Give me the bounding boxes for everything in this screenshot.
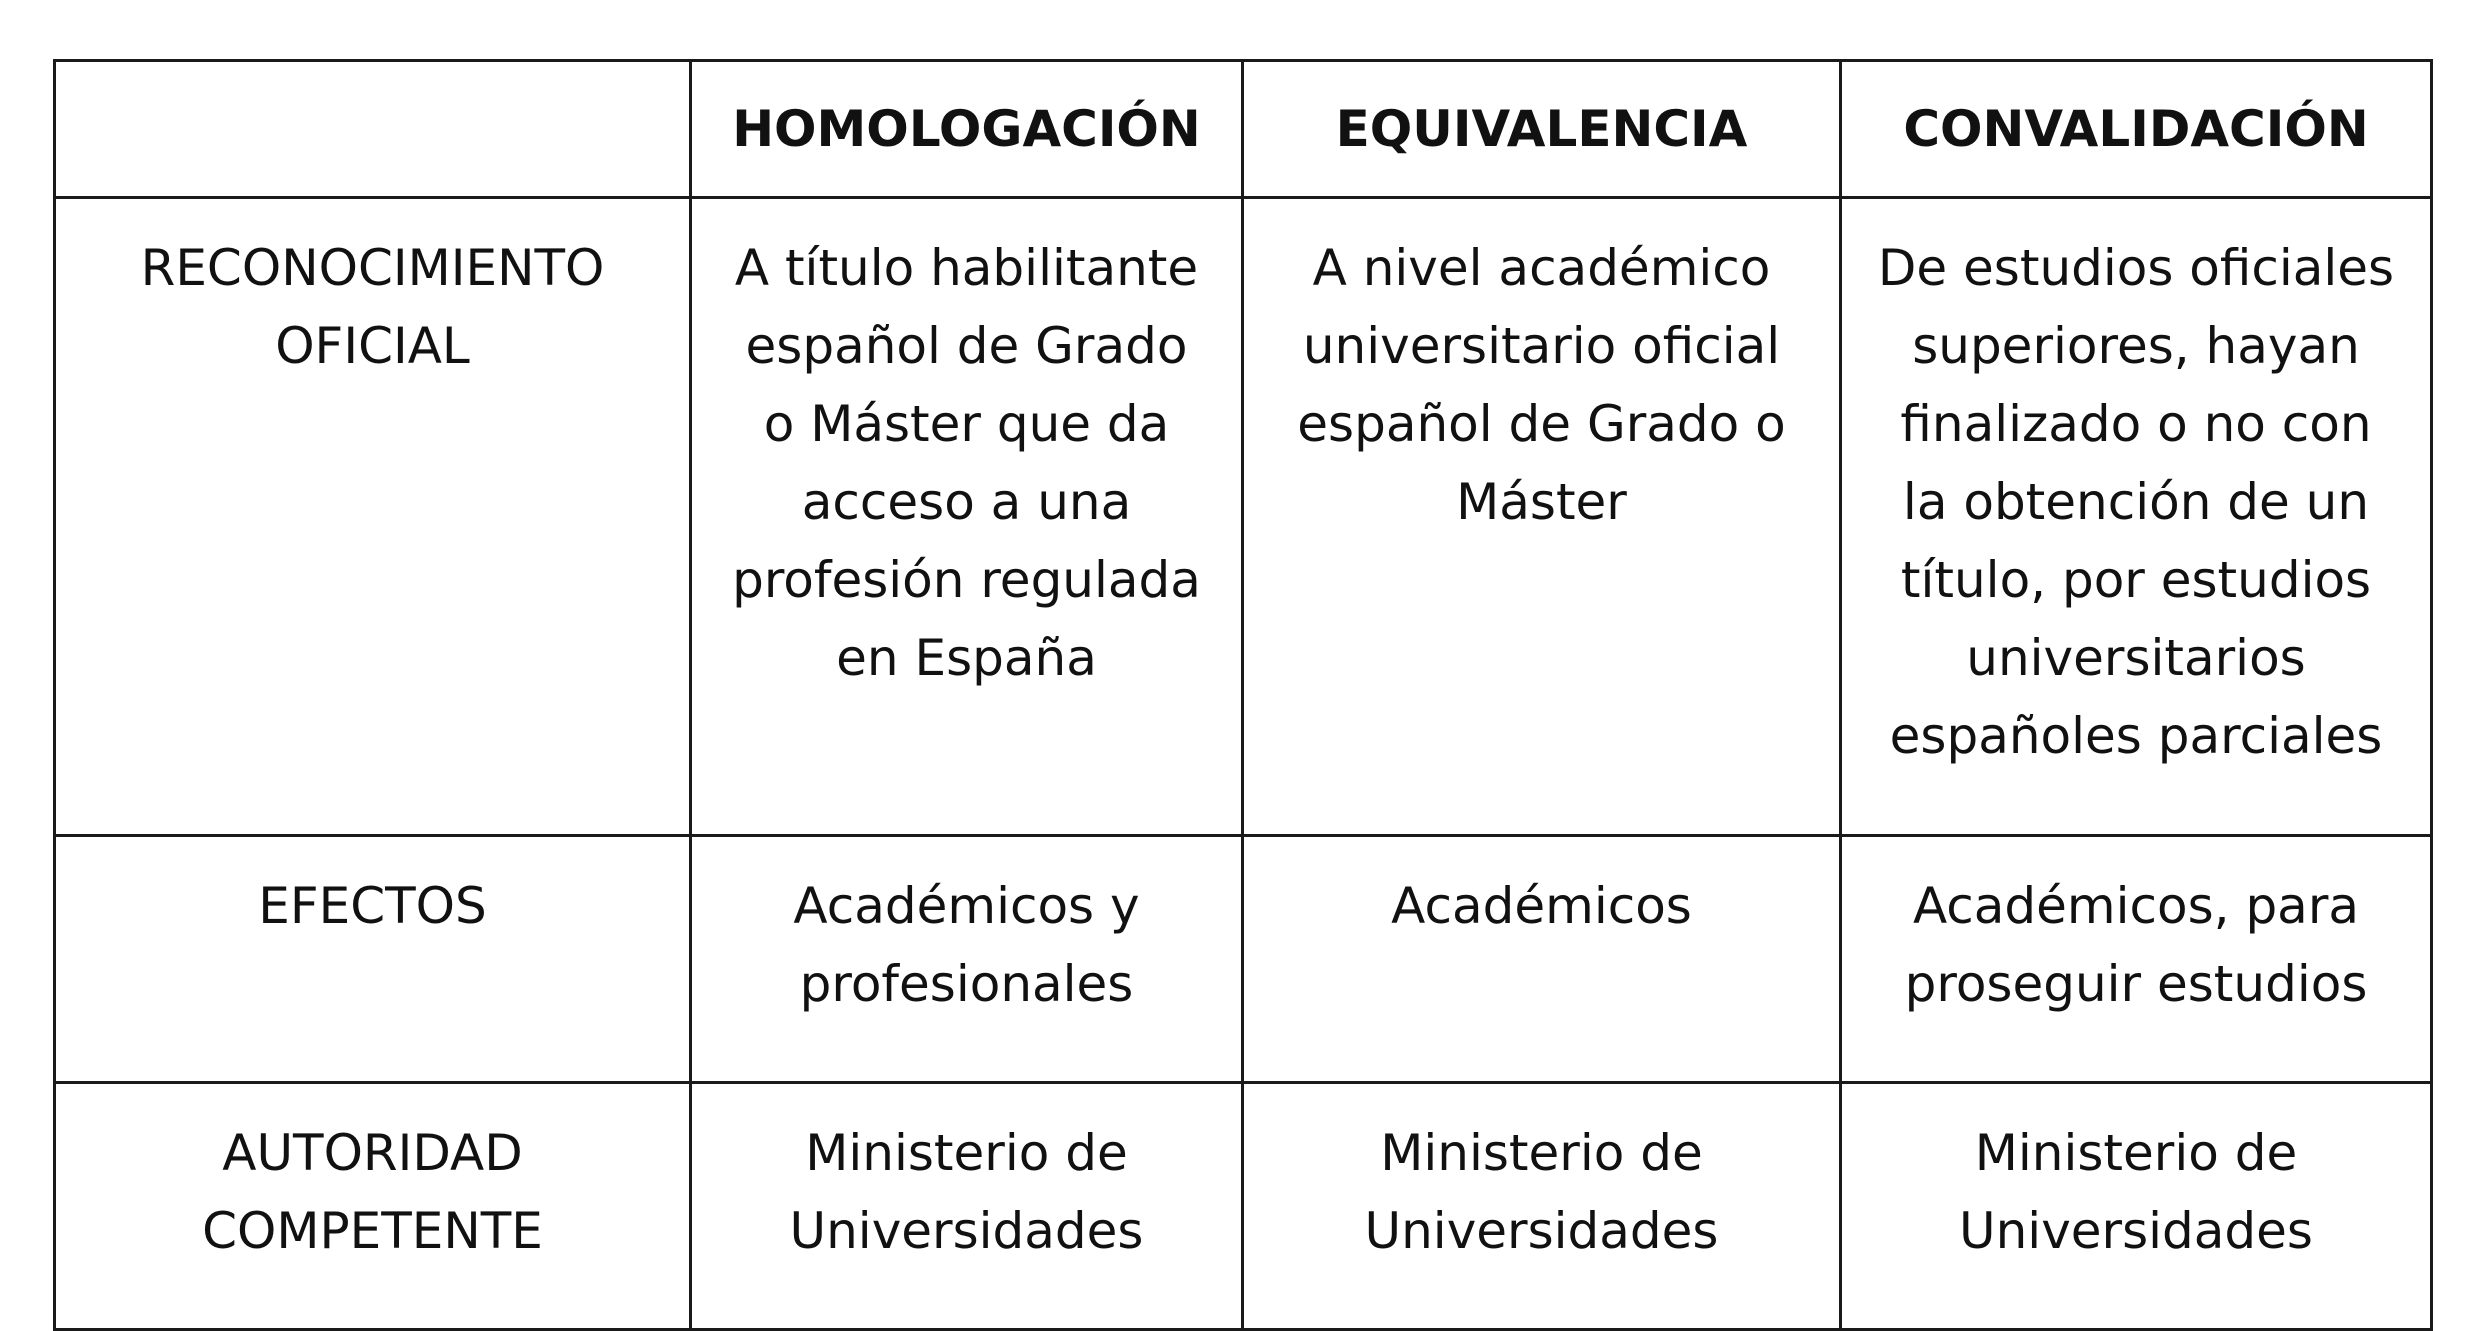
cell-text: A título habilitante español de Grado o Máster que da acceso a una profesión regulada en España — [732, 239, 1201, 687]
cell-reconocimiento-homologacion — [691, 198, 1243, 836]
cell-reconocimiento-equivalencia — [1243, 198, 1841, 836]
header-convalidacion: CONVALIDACIÓN — [1841, 61, 2432, 198]
row-label-reconocimiento-oficial — [55, 198, 691, 836]
cell-text: Académicos — [1391, 877, 1692, 935]
cell-efectos-convalidacion — [1841, 836, 2432, 1083]
cell-text: Ministerio de Universidades — [1959, 1124, 2313, 1260]
cell-autoridad-equivalencia — [1243, 1083, 1841, 1330]
comparison-table — [53, 59, 2433, 1331]
cell-text: Ministerio de Universidades — [789, 1124, 1144, 1260]
row-label-text: RECONOCIMIENTO OFICIAL — [140, 239, 605, 375]
cell-text: A nivel académico universitario oficial español de Grado o Máster — [1297, 239, 1786, 531]
row-label-text: EFECTOS — [258, 877, 487, 935]
cell-efectos-equivalencia — [1243, 836, 1841, 1083]
row-label-autoridad-competente — [55, 1083, 691, 1330]
table-row-efectos — [55, 836, 2432, 1083]
cell-text: Académicos, para proseguir estudios — [1904, 877, 2368, 1013]
cell-efectos-homologacion — [691, 836, 1243, 1083]
cell-text: Académicos y profesionales — [793, 877, 1140, 1013]
table-header-row — [55, 61, 2432, 198]
header-homologacion: HOMOLOGACIÓN — [691, 61, 1243, 198]
cell-autoridad-convalidacion — [1841, 1083, 2432, 1330]
cell-reconocimiento-convalidacion — [1841, 198, 2432, 836]
header-empty-cell — [55, 61, 691, 198]
table-row-autoridad-competente — [55, 1083, 2432, 1330]
row-label-text: AUTORIDAD COMPETENTE — [202, 1124, 543, 1260]
cell-autoridad-homologacion — [691, 1083, 1243, 1330]
cell-text: De estudios oficiales superiores, hayan finalizado o no con la obtención de un título, por estudios universitarios españoles parciales — [1877, 239, 2395, 765]
header-equivalencia: EQUIVALENCIA — [1243, 61, 1841, 198]
cell-text: Ministerio de Universidades — [1364, 1124, 1719, 1260]
table-row-reconocimiento-oficial — [55, 198, 2432, 836]
row-label-efectos — [55, 836, 691, 1083]
